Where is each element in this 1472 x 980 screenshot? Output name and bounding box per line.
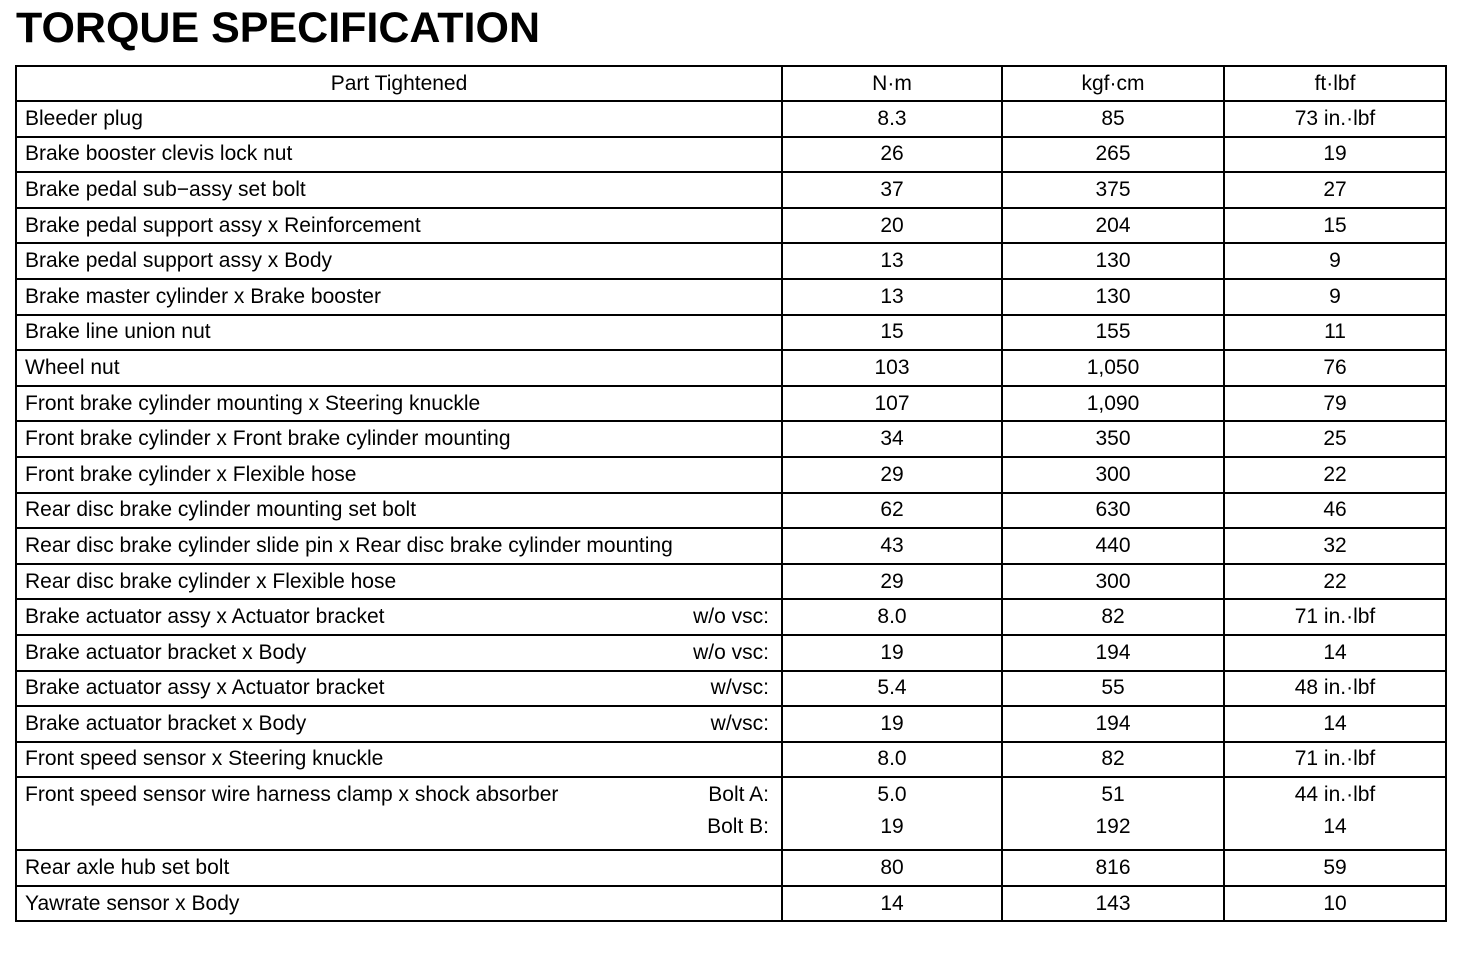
kgf-cm-value: 82 [1002, 599, 1224, 635]
part-name: Front speed sensor x Steering knuckle [25, 747, 384, 771]
part-name: Brake booster clevis lock nut [25, 142, 293, 166]
table-row [16, 706, 1446, 742]
kgf-cm-value: 155 [1002, 315, 1224, 351]
ft-lbf-value: 59 [1224, 850, 1446, 886]
part-name: Brake line union nut [25, 320, 211, 344]
nm-value: 107 [782, 386, 1002, 422]
part-cell [16, 101, 782, 137]
table-row [16, 528, 1446, 564]
table-row [16, 635, 1446, 671]
nm-value: 43 [782, 528, 1002, 564]
kgf-cm-value: 375 [1002, 172, 1224, 208]
nm-value: 8.0 [782, 742, 1002, 778]
table-row [16, 172, 1446, 208]
nm-value: 20 [782, 208, 1002, 244]
nm-value: 37 [782, 172, 1002, 208]
ft-lbf-value: 9 [1224, 243, 1446, 279]
table-row [16, 886, 1446, 922]
part-cell [16, 777, 782, 850]
part-name: Rear disc brake cylinder slide pin x Rear disc brake cylinder mounting [25, 533, 673, 557]
kgf-cm-value: 1,090 [1002, 386, 1224, 422]
ft-lbf-value-bolt-a: 44 in.·lbf [1294, 783, 1376, 807]
header-kgf-cm: kgf·cm [1002, 66, 1224, 101]
nm-value: 29 [782, 564, 1002, 600]
kgf-cm-value: 85 [1002, 101, 1224, 137]
table-row [16, 315, 1446, 351]
kgf-cm-value-bolt-b: 192 [1095, 815, 1131, 839]
part-name: Brake pedal support assy x Reinforcement [25, 213, 421, 237]
ft-lbf-value: 71 in.·lbf [1224, 599, 1446, 635]
part-name: Brake actuator bracket x Body [25, 640, 307, 664]
table-row [16, 208, 1446, 244]
ft-lbf-value: 27 [1224, 172, 1446, 208]
table-row [16, 421, 1446, 457]
part-name: Rear disc brake cylinder x Flexible hose [25, 569, 397, 593]
ft-lbf-value: 46 [1224, 493, 1446, 529]
ft-lbf-value-bolt-b: 14 [1323, 815, 1347, 839]
part-cell [16, 706, 782, 742]
ft-lbf-value: 32 [1224, 528, 1446, 564]
part-cell [16, 457, 782, 493]
header-part-tightened: Part Tightened [16, 66, 782, 101]
condition-note: w/o vsc: [693, 640, 769, 664]
ft-lbf-value: 48 in.·lbf [1224, 671, 1446, 707]
nm-value-bolt-b: 19 [880, 815, 904, 839]
nm-value: 19 [782, 635, 1002, 671]
kgf-cm-value: 265 [1002, 137, 1224, 173]
ft-lbf-value: 25 [1224, 421, 1446, 457]
torque-spec-table [15, 65, 1447, 922]
kgf-cm-value: 440 [1002, 528, 1224, 564]
kgf-cm-value: 55 [1002, 671, 1224, 707]
part-name: Front brake cylinder x Flexible hose [25, 462, 357, 486]
condition-note: w/o vsc: [693, 605, 769, 629]
header-nm: N·m [782, 66, 1002, 101]
nm-value: 19 [782, 706, 1002, 742]
nm-value-bolt-a: 5.0 [877, 783, 907, 807]
part-cell [16, 599, 782, 635]
kgf-cm-value: 300 [1002, 564, 1224, 600]
part-name: Brake actuator bracket x Body [25, 711, 307, 735]
bolt-a-note: Bolt A: [708, 783, 769, 807]
kgf-cm-value: 82 [1002, 742, 1224, 778]
ft-lbf-value: 10 [1224, 886, 1446, 922]
condition-note: w/vsc: [710, 711, 769, 735]
part-name: Rear axle hub set bolt [25, 856, 230, 880]
table-row [16, 850, 1446, 886]
part-cell [16, 208, 782, 244]
ft-lbf-value: 14 [1224, 706, 1446, 742]
kgf-cm-value: 194 [1002, 706, 1224, 742]
ft-lbf-value: 79 [1224, 386, 1446, 422]
part-cell [16, 386, 782, 422]
part-cell [16, 243, 782, 279]
table-row [16, 742, 1446, 778]
ft-lbf-value: 14 [1224, 635, 1446, 671]
part-cell [16, 421, 782, 457]
ft-lbf-cell [1224, 777, 1446, 850]
nm-value: 34 [782, 421, 1002, 457]
nm-value: 14 [782, 886, 1002, 922]
nm-value: 15 [782, 315, 1002, 351]
table-row [16, 599, 1446, 635]
nm-value: 62 [782, 493, 1002, 529]
table-row-clamp [16, 777, 1446, 850]
ft-lbf-value: 15 [1224, 208, 1446, 244]
part-name: Front speed sensor wire harness clamp x shock absorber [25, 783, 559, 807]
table-row [16, 671, 1446, 707]
ft-lbf-value: 76 [1224, 350, 1446, 386]
part-cell [16, 350, 782, 386]
part-cell [16, 137, 782, 173]
bolt-b-note: Bolt B: [707, 815, 769, 839]
kgf-cm-value: 194 [1002, 635, 1224, 671]
ft-lbf-value: 71 in.·lbf [1224, 742, 1446, 778]
nm-value: 103 [782, 350, 1002, 386]
part-name: Brake pedal support assy x Body [25, 249, 333, 273]
kgf-cm-cell [1002, 777, 1224, 850]
part-cell [16, 850, 782, 886]
part-name: Yawrate sensor x Body [25, 891, 240, 915]
part-cell [16, 886, 782, 922]
nm-value: 80 [782, 850, 1002, 886]
kgf-cm-value: 300 [1002, 457, 1224, 493]
nm-cell [782, 777, 1002, 850]
ft-lbf-value: 9 [1224, 279, 1446, 315]
nm-value: 13 [782, 279, 1002, 315]
part-cell [16, 742, 782, 778]
table-row [16, 101, 1446, 137]
ft-lbf-value: 19 [1224, 137, 1446, 173]
table-row [16, 493, 1446, 529]
table-header-row [16, 66, 1446, 101]
kgf-cm-value: 143 [1002, 886, 1224, 922]
table-row [16, 350, 1446, 386]
table-row [16, 243, 1446, 279]
part-name: Brake actuator assy x Actuator bracket [25, 605, 385, 629]
kgf-cm-value: 350 [1002, 421, 1224, 457]
part-cell [16, 671, 782, 707]
kgf-cm-value: 1,050 [1002, 350, 1224, 386]
ft-lbf-value: 73 in.·lbf [1224, 101, 1446, 137]
part-name: Brake actuator assy x Actuator bracket [25, 676, 385, 700]
nm-value: 5.4 [782, 671, 1002, 707]
part-cell [16, 635, 782, 671]
part-cell [16, 172, 782, 208]
part-name: Bleeder plug [25, 106, 143, 130]
header-ft-lbf: ft·lbf [1224, 66, 1446, 101]
page-title: TORQUE SPECIFICATION [16, 4, 540, 52]
nm-value: 29 [782, 457, 1002, 493]
ft-lbf-value: 11 [1224, 315, 1446, 351]
kgf-cm-value-bolt-a: 51 [1101, 783, 1125, 807]
part-name: Wheel nut [25, 355, 120, 379]
part-cell [16, 528, 782, 564]
kgf-cm-value: 630 [1002, 493, 1224, 529]
table-row [16, 137, 1446, 173]
part-name: Brake pedal sub−assy set bolt [25, 177, 306, 201]
kgf-cm-value: 816 [1002, 850, 1224, 886]
table-row [16, 564, 1446, 600]
nm-value: 13 [782, 243, 1002, 279]
nm-value: 8.3 [782, 101, 1002, 137]
ft-lbf-value: 22 [1224, 457, 1446, 493]
part-cell [16, 564, 782, 600]
part-name: Front brake cylinder mounting x Steering knuckle [25, 391, 481, 415]
table-row [16, 386, 1446, 422]
table-row [16, 279, 1446, 315]
table-row [16, 457, 1446, 493]
part-cell [16, 279, 782, 315]
nm-value: 8.0 [782, 599, 1002, 635]
part-name: Front brake cylinder x Front brake cylinder mounting [25, 427, 511, 451]
kgf-cm-value: 204 [1002, 208, 1224, 244]
ft-lbf-value: 22 [1224, 564, 1446, 600]
part-cell [16, 493, 782, 529]
kgf-cm-value: 130 [1002, 279, 1224, 315]
part-cell [16, 315, 782, 351]
kgf-cm-value: 130 [1002, 243, 1224, 279]
nm-value: 26 [782, 137, 1002, 173]
part-name: Brake master cylinder x Brake booster [25, 284, 381, 308]
condition-note: w/vsc: [710, 676, 769, 700]
part-name: Rear disc brake cylinder mounting set bolt [25, 498, 417, 522]
